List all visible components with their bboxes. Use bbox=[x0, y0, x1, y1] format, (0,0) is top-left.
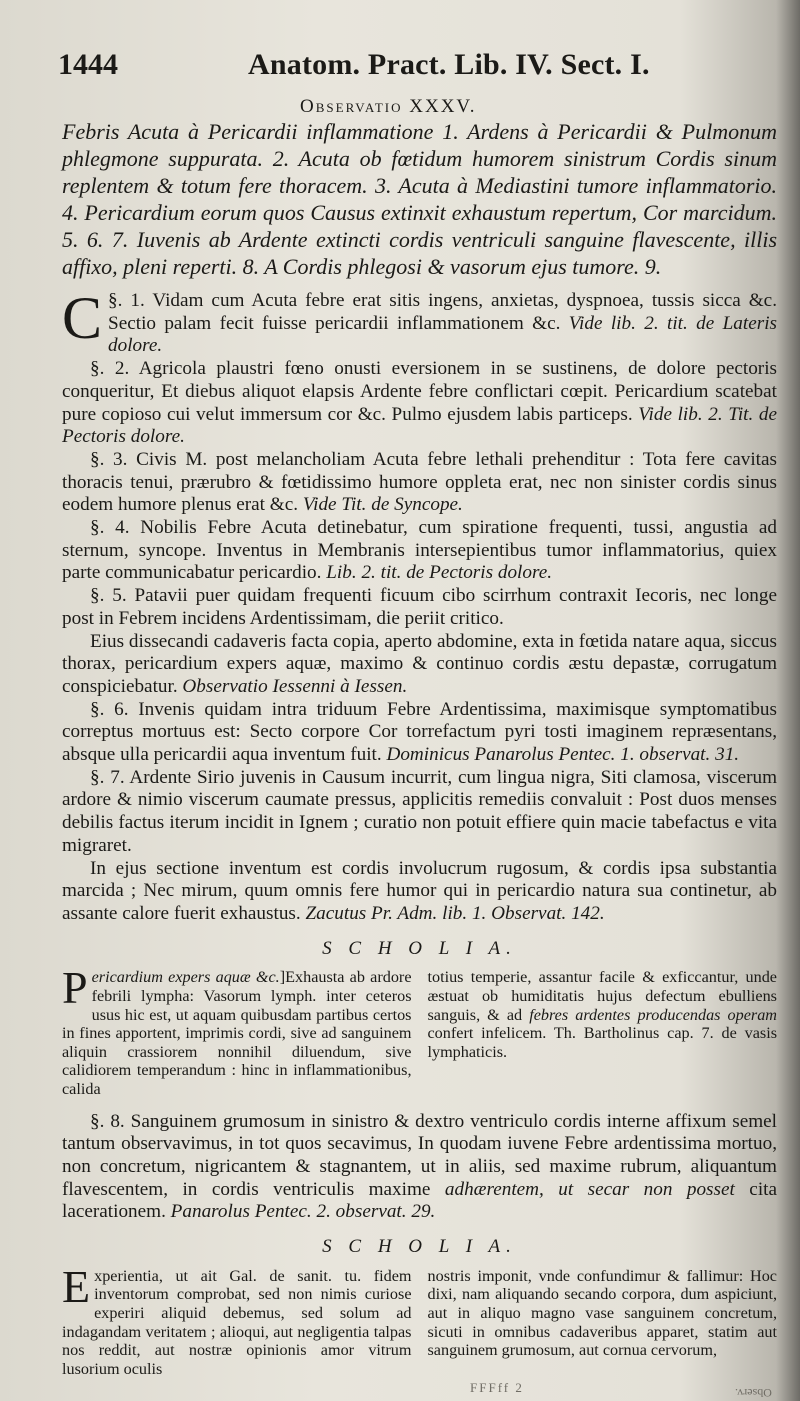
scholia-2-right-column bbox=[428, 1267, 778, 1379]
section-reference: Lib. 2. tit. de Pectoris dolore. bbox=[326, 562, 553, 584]
section-2 bbox=[62, 358, 777, 449]
drop-cap: C bbox=[62, 285, 103, 351]
section-reference: Vide lib. 2. tit. de Lateris dolore. bbox=[108, 312, 777, 357]
scholia-tail: confert infelicem. Th. Bartholinus cap. 7. de vasis lymphaticis. bbox=[427, 1024, 777, 1061]
running-title: Anatom. Pract. Lib. IV. Sect. I. bbox=[248, 48, 650, 81]
section-5 bbox=[62, 585, 777, 630]
section-3 bbox=[62, 449, 777, 517]
section-reference: Zacutus Pr. Adm. lib. 1. Observat. 142. bbox=[305, 902, 605, 924]
scholia-1-columns bbox=[62, 962, 777, 1098]
page-header bbox=[58, 44, 778, 88]
section-reference: Panarolus Pentec. 2. observat. 29. bbox=[170, 1201, 436, 1223]
section-text: In ejus sectione inventum est cordis involucrum rugosum, & cordis ipsa substantia marcida ; Nec mirum, quum omnis fere humor qui in pericardio natura sua continetur, ab assante calore fuerit exhaustus. bbox=[62, 857, 777, 924]
drop-cap: E bbox=[62, 1260, 91, 1312]
observation-body bbox=[62, 285, 777, 1378]
scholia-text: ]Exhausta ab ardore febrili lympha: Vasorum lymph. inter ceteros usus hic est, ut aquam quibusdam partibus certos in fines apportent, imprimis cordi, sive ad sanguinem aliquin crassiorem nonnihil diluendum, sive calidiorem temperandum : hinc in inflammationibus, calida bbox=[62, 968, 412, 1098]
section-text: §. 2. Agricola plaustri fœno onusti eversionem in se sustinens, de dolore pectoris conqueritur, Et diebus aliquot elapsis Ardente febre conflictari cœpit. Pericardium scatebat pure copioso cui velut immersum cor &c. Pulmo ejusdem labis particeps. bbox=[62, 358, 777, 425]
section-italic: adhærentem, ut secar non posset bbox=[444, 1178, 735, 1200]
scholia-lemma: ericardium expers aquæ &c. bbox=[91, 968, 280, 987]
observation-summary: Febris Acuta à Pericardii inflammatione 1. Ardens à Pericardii & Pulmonum phlegmone suppurata. 2. Acuta ob fœtidum humorem sinistrum Cordis sinum replentem & totum fere thoracem. 3. Acuta à Mediastini tumore inflammatorio. 4. Pericardium eorum quos Causus extinxit exhaustum repertum, Cor marcidum. 5. 6. 7. Iuvenis ab Ardente extincti cordis ventriculi sanguine flavescente, illis affixo, pleni reperti. 8. A Cordis phlegosi & vasorum ejus tumore. 9. bbox=[62, 119, 777, 279]
section-text: §. 5. Patavii puer quidam frequenti ficuum cibo scirrhum contraxit Iecoris, nec longe post in Febrem incidens Ardentissimam, die periit critico. bbox=[62, 585, 777, 629]
section-reference: Vide lib. 2. Tit. de Pectoris dolore. bbox=[62, 403, 777, 448]
section-text: §. 3. Civis M. post melancholiam Acuta febre lethali prehenditur : Tota fere cavitas thoracis tenui, prærubro & fœtidissimo humore oppleta erat, nec non sinister cordis sinus eodem humore plenus erat &c. bbox=[62, 448, 777, 516]
section-tail: cita lacerationem. bbox=[62, 1178, 777, 1223]
scholia-italic: febres ardentes producendas operam bbox=[529, 1005, 777, 1024]
scholia-text: totius temperie, assantur facile & exficcantur, unde æstuat ob humiditatis hujus defectum ebulliens sanguis, & ad bbox=[427, 968, 777, 1024]
scholia-text: xperientia, ut ait Gal. de sanit. tu. fidem inventorum comprobat, sed non nimis curiose experiri aliquid debemus, sed solum ad indagandam veritatem ; alioqui, aut negligentia talpas nos reddit, aut nostræ opinionis amor vitrum lusorium oculis bbox=[62, 1266, 412, 1378]
section-7-continued bbox=[62, 858, 777, 926]
section-4 bbox=[62, 517, 777, 585]
section-reference: Dominicus Panarolus Pentec. 1. observat. 31. bbox=[386, 744, 740, 766]
signature-mark: FFFff 2 bbox=[470, 1380, 524, 1395]
section-6 bbox=[62, 699, 777, 767]
scholia-text: nostris imponit, vnde confundimur & fallimur: Hoc dixi, nam aliquando secando corpora, dum aspiciunt, aut in aliquo magno vase sanguinem concretum, sicuti in omnibus cadaveribus apparet, statim aut sanguinem grumosum, aut cornua cervorum, bbox=[427, 1266, 777, 1360]
page-number: 1444 bbox=[58, 48, 118, 81]
section-text: §. 4. Nobilis Febre Acuta detinebatur, cum spiratione frequenti, tussi, angustia ad sternum, syncope. Inventus in Membranis intersepientibus tumor inflammatorius, quiex parte communicabatur pericardio. bbox=[62, 517, 777, 584]
section-reference: Observatio Iessenni à Iessen. bbox=[182, 675, 408, 697]
section-text: §. 8. Sanguinem grumosum in sinistro & dextro ventriculo cordis interne affixum semel tantum observavimus, in tot quos secavimus, In quodam iuvene Febre ardentissima mortuo, non concretum, nigricantem & stagnantem, ut in aliis, sed maxime rubrum, aliquantum flavescentem, in cordis ventriculis maxime bbox=[62, 1110, 777, 1200]
scholia-heading: S C H O L I A. bbox=[322, 1236, 517, 1258]
section-text: Eius dissecandi cadaveris facta copia, aperto abdomine, exta in fœtida natare aqua, siccus thorax, pericardium expers aquæ, maximo & continuo cordis æstu depastæ, corrugatum conspiciebatur. bbox=[62, 630, 777, 697]
scholia-1-left-column bbox=[62, 962, 412, 1098]
section-text: §. 1. Vidam cum Acuta febre erat sitis ingens, anxietas, dyspnoea, tussis sicca &c. Sectio palam fecit fuisse pericardii inflammationem &c. bbox=[108, 290, 777, 334]
drop-cap: P bbox=[62, 962, 88, 1014]
section-7 bbox=[62, 767, 777, 858]
section-text: §. 6. Invenis quidam intra triduum Febre Ardentissima, maximisque symptomatibus correptus mortuus est: Secto corpore Cor torrefactum pyri tosti imaginem repræsentans, absque ulla pericardii aqua inventum fuit. bbox=[62, 698, 777, 766]
scholia-heading: S C H O L I A. bbox=[322, 937, 517, 959]
scholia-2-columns bbox=[62, 1260, 777, 1379]
catchword: Observ. bbox=[735, 1386, 772, 1400]
section-1 bbox=[62, 285, 777, 358]
section-reference: Vide Tit. de Syncope. bbox=[302, 494, 463, 516]
section-8 bbox=[62, 1111, 777, 1225]
scholia-2-left-column bbox=[62, 1260, 412, 1379]
section-5-continued bbox=[62, 631, 777, 699]
section-text: §. 7. Ardente Sirio juvenis in Causum incurrit, cum lingua nigra, Siti clamosa, viscerum ardore & nimio viscerum caumate pressus, applicitis remediis convaluit : Post duos menses debilis factus iterum incidit in Ignem ; curatio non potuit effiere quin macie tabefactus e vita migraret. bbox=[62, 766, 777, 856]
observation-title: Observatio XXXV. bbox=[300, 96, 477, 117]
scholia-1-right-column bbox=[428, 968, 778, 1098]
